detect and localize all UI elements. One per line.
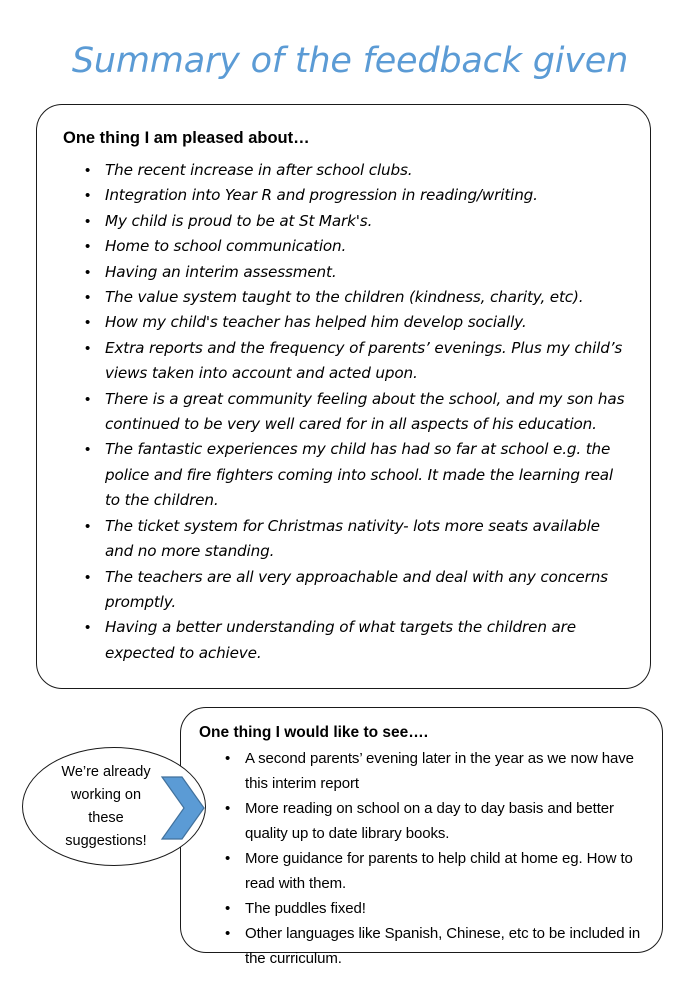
callout-line: working on: [70, 787, 142, 803]
list-item: • There is a great community feeling about the school, and my son has continued to be very well cared for in all aspects of his education.: [83, 387, 628, 438]
list-item: • How my child's teacher has helped him develop socially.: [83, 310, 628, 335]
callout-line: suggestions!: [65, 833, 147, 849]
page-title: Summary of the feedback given: [71, 41, 629, 81]
pleased-about-list: [83, 158, 628, 666]
list-item: • More reading on school on a day to day basis and better quality up to date library books.: [223, 796, 643, 846]
list-item: • Having a better understanding of what targets the children are expected to achieve.: [83, 615, 628, 666]
suggestions-heading: One thing I would like to see….: [199, 724, 429, 741]
callout-line: We’re already: [61, 764, 151, 780]
list-item: • Home to school communication.: [83, 234, 628, 259]
pleased-about-heading: One thing I am pleased about…: [63, 129, 310, 147]
list-item: • The ticket system for Christmas nativity- lots more seats available and no more standing.: [83, 514, 628, 565]
list-item: • Having an interim assessment.: [83, 260, 628, 285]
list-item: • The teachers are all very approachable and deal with any concerns promptly.: [83, 565, 628, 616]
suggestions-list: [223, 746, 643, 971]
list-item: • Extra reports and the frequency of parents’ evenings. Plus my child’s views taken into account and acted upon.: [83, 336, 628, 387]
pleased-about-panel: [36, 104, 651, 689]
chevron-right-icon: [160, 775, 208, 841]
list-item: • The value system taught to the children (kindness, charity, etc).: [83, 285, 628, 310]
callout-line: these: [88, 810, 124, 826]
list-item: • My child is proud to be at St Mark's.: [83, 209, 628, 234]
list-item: • Integration into Year R and progression in reading/writing.: [83, 183, 628, 208]
list-item: • The recent increase in after school clubs.: [83, 158, 628, 183]
suggestions-panel: [180, 707, 663, 967]
list-item: • More guidance for parents to help child at home eg. How to read with them.: [223, 846, 643, 896]
list-item: • The puddles fixed!: [223, 896, 643, 921]
list-item: • The fantastic experiences my child has had so far at school e.g. the police and fire fighters coming into school. It made the learning real to the children.: [83, 437, 628, 513]
list-item: • Other languages like Spanish, Chinese, etc to be included in the curriculum.: [223, 921, 643, 971]
list-item: • A second parents’ evening later in the year as we now have this interim report: [223, 746, 643, 796]
